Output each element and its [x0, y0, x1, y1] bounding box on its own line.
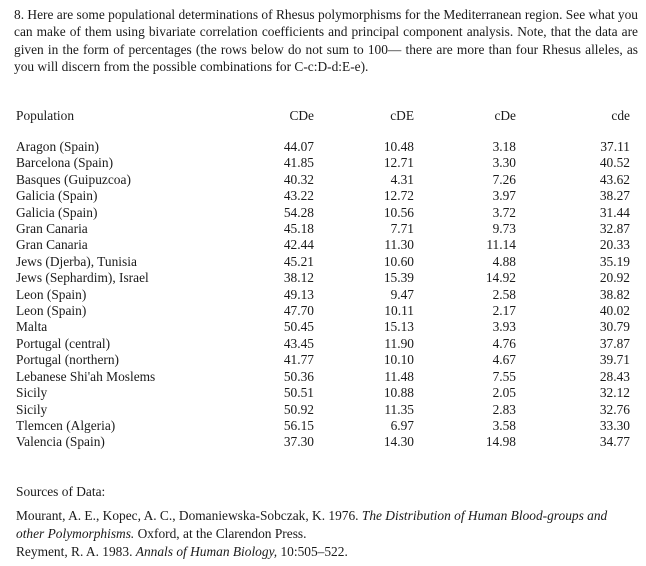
cDe-cell: 4.67 — [492, 352, 516, 368]
table-row — [16, 270, 630, 286]
population-cell: Malta — [16, 319, 48, 335]
table-row — [16, 352, 630, 368]
CDe-cell: 43.45 — [283, 335, 314, 351]
column-header-cDe: cDe — [494, 108, 516, 123]
population-cell: Gran Canaria — [16, 221, 88, 237]
population-cell: Leon (Spain) — [16, 303, 87, 319]
reference-reyment — [16, 543, 636, 561]
cDe-cell: 14.98 — [485, 434, 516, 450]
population-cell: Sicily — [16, 385, 48, 401]
CDe-cell: 45.21 — [283, 253, 314, 269]
cDe-cell: 3.30 — [492, 155, 516, 171]
table-row — [16, 237, 630, 253]
table-row — [16, 155, 630, 171]
cde-cell: 38.82 — [599, 286, 630, 302]
table-row — [16, 434, 630, 450]
column-header-cde: cde — [611, 108, 630, 123]
cDE-cell: 6.97 — [390, 417, 414, 433]
cDE-cell: 10.48 — [383, 139, 414, 154]
population-cell: Portugal (central) — [16, 335, 111, 351]
exercise-text: 8. Here are some populational determinations of Rhesus polymorphisms for the Mediterranean region. See what you can make of them using bivariate correlation coefficients and principal component analysis. Note, that the data are given in the form of percentages (the rows below do not sum to 100— there are more than four Rhesus alleles, as you will discern from the possible combinations for C-c:D-d:E-e). — [14, 7, 638, 75]
cde-cell: 37.87 — [599, 335, 630, 351]
population-cell: Jews (Sephardim), Israel — [16, 270, 149, 286]
cde-cell: 28.43 — [599, 368, 630, 384]
cDe-cell: 3.97 — [492, 188, 516, 204]
cde-cell: 33.30 — [599, 417, 630, 433]
population-cell: Galicia (Spain) — [16, 204, 98, 220]
cDE-cell: 9.47 — [390, 286, 414, 302]
cDE-cell: 11.48 — [384, 368, 414, 384]
table-row — [16, 221, 630, 237]
reference-authors: Reyment, R. A. 1983. — [16, 544, 136, 559]
table-body — [16, 127, 630, 451]
cDE-cell: 7.71 — [390, 221, 414, 237]
CDe-cell: 49.13 — [283, 286, 314, 302]
cDe-cell: 2.17 — [492, 303, 516, 319]
sources-section — [16, 483, 636, 561]
CDe-cell: 40.32 — [283, 171, 314, 187]
cDE-cell: 10.11 — [384, 303, 414, 319]
cde-cell: 20.33 — [599, 237, 630, 253]
CDe-cell: 54.28 — [283, 204, 314, 220]
cDe-cell: 3.18 — [492, 139, 516, 154]
cDE-cell: 10.56 — [383, 204, 414, 220]
column-header-cDE: cDE — [390, 108, 414, 123]
table-row — [16, 319, 630, 335]
cde-cell: 40.02 — [599, 303, 630, 319]
cde-cell: 40.52 — [599, 155, 630, 171]
population-cell: Sicily — [16, 401, 48, 417]
table-row — [16, 172, 630, 188]
CDe-cell: 38.12 — [283, 270, 314, 286]
table-row — [16, 336, 630, 352]
population-cell: Barcelona (Spain) — [16, 155, 114, 171]
population-cell: Gran Canaria — [16, 237, 88, 253]
cDE-cell: 11.90 — [384, 335, 414, 351]
cDE-cell: 14.30 — [383, 434, 414, 450]
cDe-cell: 11.14 — [486, 237, 516, 253]
cDe-cell: 7.26 — [492, 171, 516, 187]
cDe-cell: 14.92 — [485, 270, 516, 286]
cde-cell: 38.27 — [599, 188, 630, 204]
reference-publisher: Oxford, at the Clarendon Press. — [134, 526, 307, 541]
column-header-CDe: CDe — [289, 108, 314, 123]
cDE-cell: 12.71 — [383, 155, 414, 171]
cDe-cell: 2.05 — [492, 385, 516, 401]
population-cell: Jews (Djerba), Tunisia — [16, 253, 137, 269]
column-header-population: Population — [16, 108, 75, 123]
cde-cell: 30.79 — [599, 319, 630, 335]
table-row — [16, 303, 630, 319]
CDe-cell: 45.18 — [283, 221, 314, 237]
cde-cell: 39.71 — [599, 352, 630, 368]
reference-journal: Annals of Human Biology, — [135, 544, 278, 559]
table-header-row — [16, 107, 630, 127]
CDe-cell: 43.22 — [283, 188, 314, 204]
cde-cell: 34.77 — [599, 434, 630, 450]
cde-cell: 35.19 — [599, 253, 630, 269]
CDe-cell: 50.36 — [283, 368, 314, 384]
cde-cell: 31.44 — [599, 204, 630, 220]
cde-cell: 37.11 — [600, 139, 630, 154]
cDe-cell: 9.73 — [492, 221, 516, 237]
CDe-cell: 42.44 — [283, 237, 314, 253]
table-row — [16, 254, 630, 270]
CDe-cell: 47.70 — [283, 303, 314, 319]
population-cell: Aragon (Spain) — [16, 139, 99, 154]
cDE-cell: 10.88 — [383, 385, 414, 401]
cde-cell: 32.76 — [599, 401, 630, 417]
sources-heading: Sources of Data: — [16, 484, 106, 499]
rhesus-data-table — [16, 107, 630, 451]
population-cell: Lebanese Shi'ah Moslems — [16, 368, 156, 384]
CDe-cell: 56.15 — [283, 417, 314, 433]
cDe-cell: 3.58 — [492, 417, 516, 433]
population-cell: Galicia (Spain) — [16, 188, 98, 204]
cDE-cell: 11.35 — [384, 401, 414, 417]
cDe-cell: 3.93 — [492, 319, 516, 335]
table-row — [16, 139, 630, 155]
table-row — [16, 385, 630, 401]
table-row — [16, 418, 630, 434]
cDE-cell: 15.13 — [383, 319, 414, 335]
cDe-cell: 3.72 — [492, 204, 516, 220]
cDe-cell: 4.76 — [492, 335, 516, 351]
CDe-cell: 44.07 — [283, 139, 314, 154]
cde-cell: 32.12 — [599, 385, 630, 401]
CDe-cell: 50.92 — [283, 401, 314, 417]
reference-authors: Mourant, A. E., Kopec, A. C., Domaniewska-Sobczak, K. 1976. — [16, 508, 362, 523]
table-row — [16, 188, 630, 204]
cDe-cell: 2.83 — [492, 401, 516, 417]
table-row — [16, 402, 630, 418]
CDe-cell: 50.51 — [283, 385, 314, 401]
cde-cell: 20.92 — [599, 270, 630, 286]
cDe-cell: 7.55 — [492, 368, 516, 384]
reference-pages: 10:505–522. — [277, 544, 348, 559]
cDE-cell: 15.39 — [383, 270, 414, 286]
table-row — [16, 287, 630, 303]
population-cell: Tlemcen (Algeria) — [16, 417, 116, 433]
population-cell: Basques (Guipuzcoa) — [16, 171, 131, 187]
population-cell: Leon (Spain) — [16, 286, 87, 302]
cDe-cell: 4.88 — [492, 253, 516, 269]
cDE-cell: 4.31 — [390, 171, 414, 187]
cde-cell: 43.62 — [599, 171, 630, 187]
CDe-cell: 37.30 — [283, 434, 314, 450]
cDE-cell: 12.72 — [383, 188, 414, 204]
population-cell: Portugal (northern) — [16, 352, 120, 368]
cde-cell: 32.87 — [599, 221, 630, 237]
cDE-cell: 10.60 — [383, 253, 414, 269]
reference-title: The Distribution of Human Blood-groups and other Polymorphisms. — [16, 508, 608, 541]
population-cell: Valencia (Spain) — [16, 434, 105, 450]
table-row — [16, 205, 630, 221]
table-row — [16, 369, 630, 385]
cDE-cell: 11.30 — [384, 237, 414, 253]
cDE-cell: 10.10 — [383, 352, 414, 368]
cDe-cell: 2.58 — [492, 286, 516, 302]
CDe-cell: 41.85 — [283, 155, 314, 171]
CDe-cell: 41.77 — [283, 352, 314, 368]
CDe-cell: 50.45 — [283, 319, 314, 335]
reference-mourant — [16, 507, 636, 543]
